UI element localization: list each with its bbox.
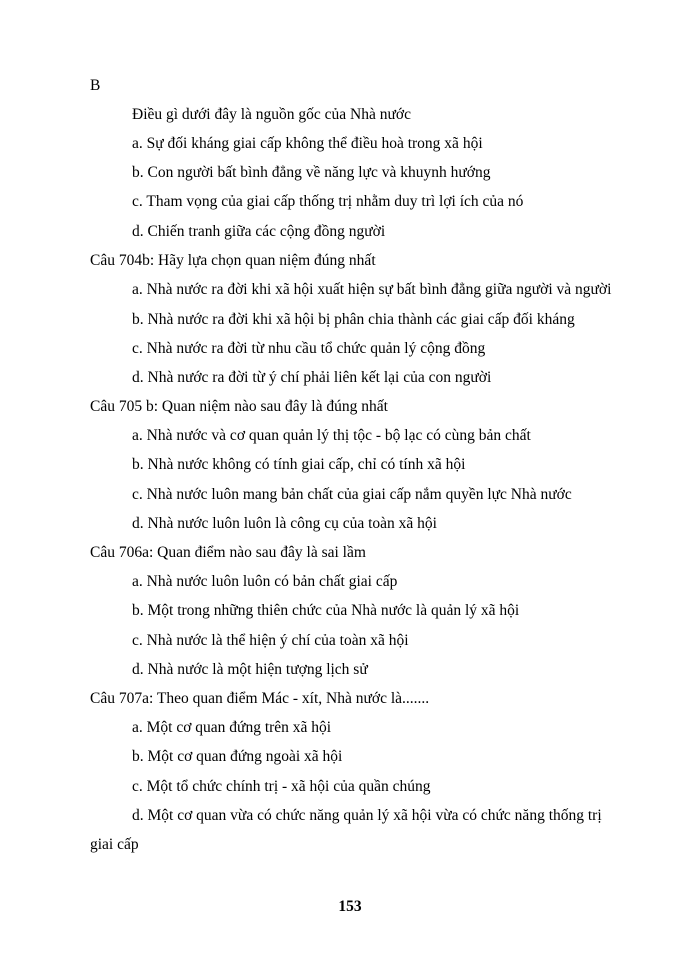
answer-option: c. Tham vọng của giai cấp thống trị nhằm duy trì lợi ích của nó <box>132 193 524 210</box>
answer-option: b. Con người bất bình đẳng về năng lực và khuynh hướng <box>132 164 491 181</box>
answer-option: d. Chiến tranh giữa các cộng đồng người <box>132 223 386 240</box>
question-heading: Câu 705 b: Quan niệm nào sau đây là đúng nhất <box>90 398 388 415</box>
answer-option: a. Nhà nước và cơ quan quản lý thị tộc - bộ lạc có cùng bản chất <box>132 427 531 444</box>
answer-option: b. Một cơ quan đứng ngoài xã hội <box>132 748 343 765</box>
question-heading: Câu 707a: Theo quan điểm Mác - xít, Nhà nước là....... <box>90 690 430 707</box>
question-text: Điều gì dưới đây là nguồn gốc của Nhà nước <box>132 106 411 123</box>
answer-option: c. Nhà nước là thể hiện ý chí của toàn xã hội <box>132 632 409 649</box>
answer-option: c. Nhà nước ra đời từ nhu cầu tổ chức quản lý cộng đồng <box>132 340 486 357</box>
answer-option: a. Một cơ quan đứng trên xã hội <box>132 719 332 736</box>
answer-option: b. Nhà nước không có tính giai cấp, chỉ có tính xã hội <box>132 456 466 473</box>
answer-option: a. Nhà nước ra đời khi xã hội xuất hiện sự bất bình đẳng giữa người và người <box>132 281 612 298</box>
answer-option: d. Một cơ quan vừa có chức năng quản lý xã hội vừa có chức năng thống trị <box>132 807 602 824</box>
page-number: 153 <box>338 898 362 915</box>
answer-option: d. Nhà nước ra đời từ ý chí phải liên kết lại của con người <box>132 369 492 386</box>
answer-option: a. Sự đối kháng giai cấp không thể điều hoà trong xã hội <box>132 135 483 152</box>
answer-option-continuation: giai cấp <box>90 836 139 853</box>
answer-option: b. Nhà nước ra đời khi xã hội bị phân chia thành các giai cấp đối kháng <box>132 311 575 328</box>
answer-option: b. Một trong những thiên chức của Nhà nước là quản lý xã hội <box>132 602 520 619</box>
answer-option: d. Nhà nước là một hiện tượng lịch sử <box>132 661 368 678</box>
answer-option: c. Một tổ chức chính trị - xã hội của quần chúng <box>132 778 431 795</box>
answer-option: a. Nhà nước luôn luôn có bản chất giai cấp <box>132 573 398 590</box>
answer-option: c. Nhà nước luôn mang bản chất của giai cấp nắm quyền lực Nhà nước <box>132 486 572 503</box>
question-heading: Câu 706a: Quan điểm nào sau đây là sai lầm <box>90 544 366 561</box>
header-letter: B <box>90 77 101 94</box>
question-heading: Câu 704b: Hãy lựa chọn quan niệm đúng nhất <box>90 252 376 269</box>
answer-option: d. Nhà nước luôn luôn là công cụ của toàn xã hội <box>132 515 437 532</box>
